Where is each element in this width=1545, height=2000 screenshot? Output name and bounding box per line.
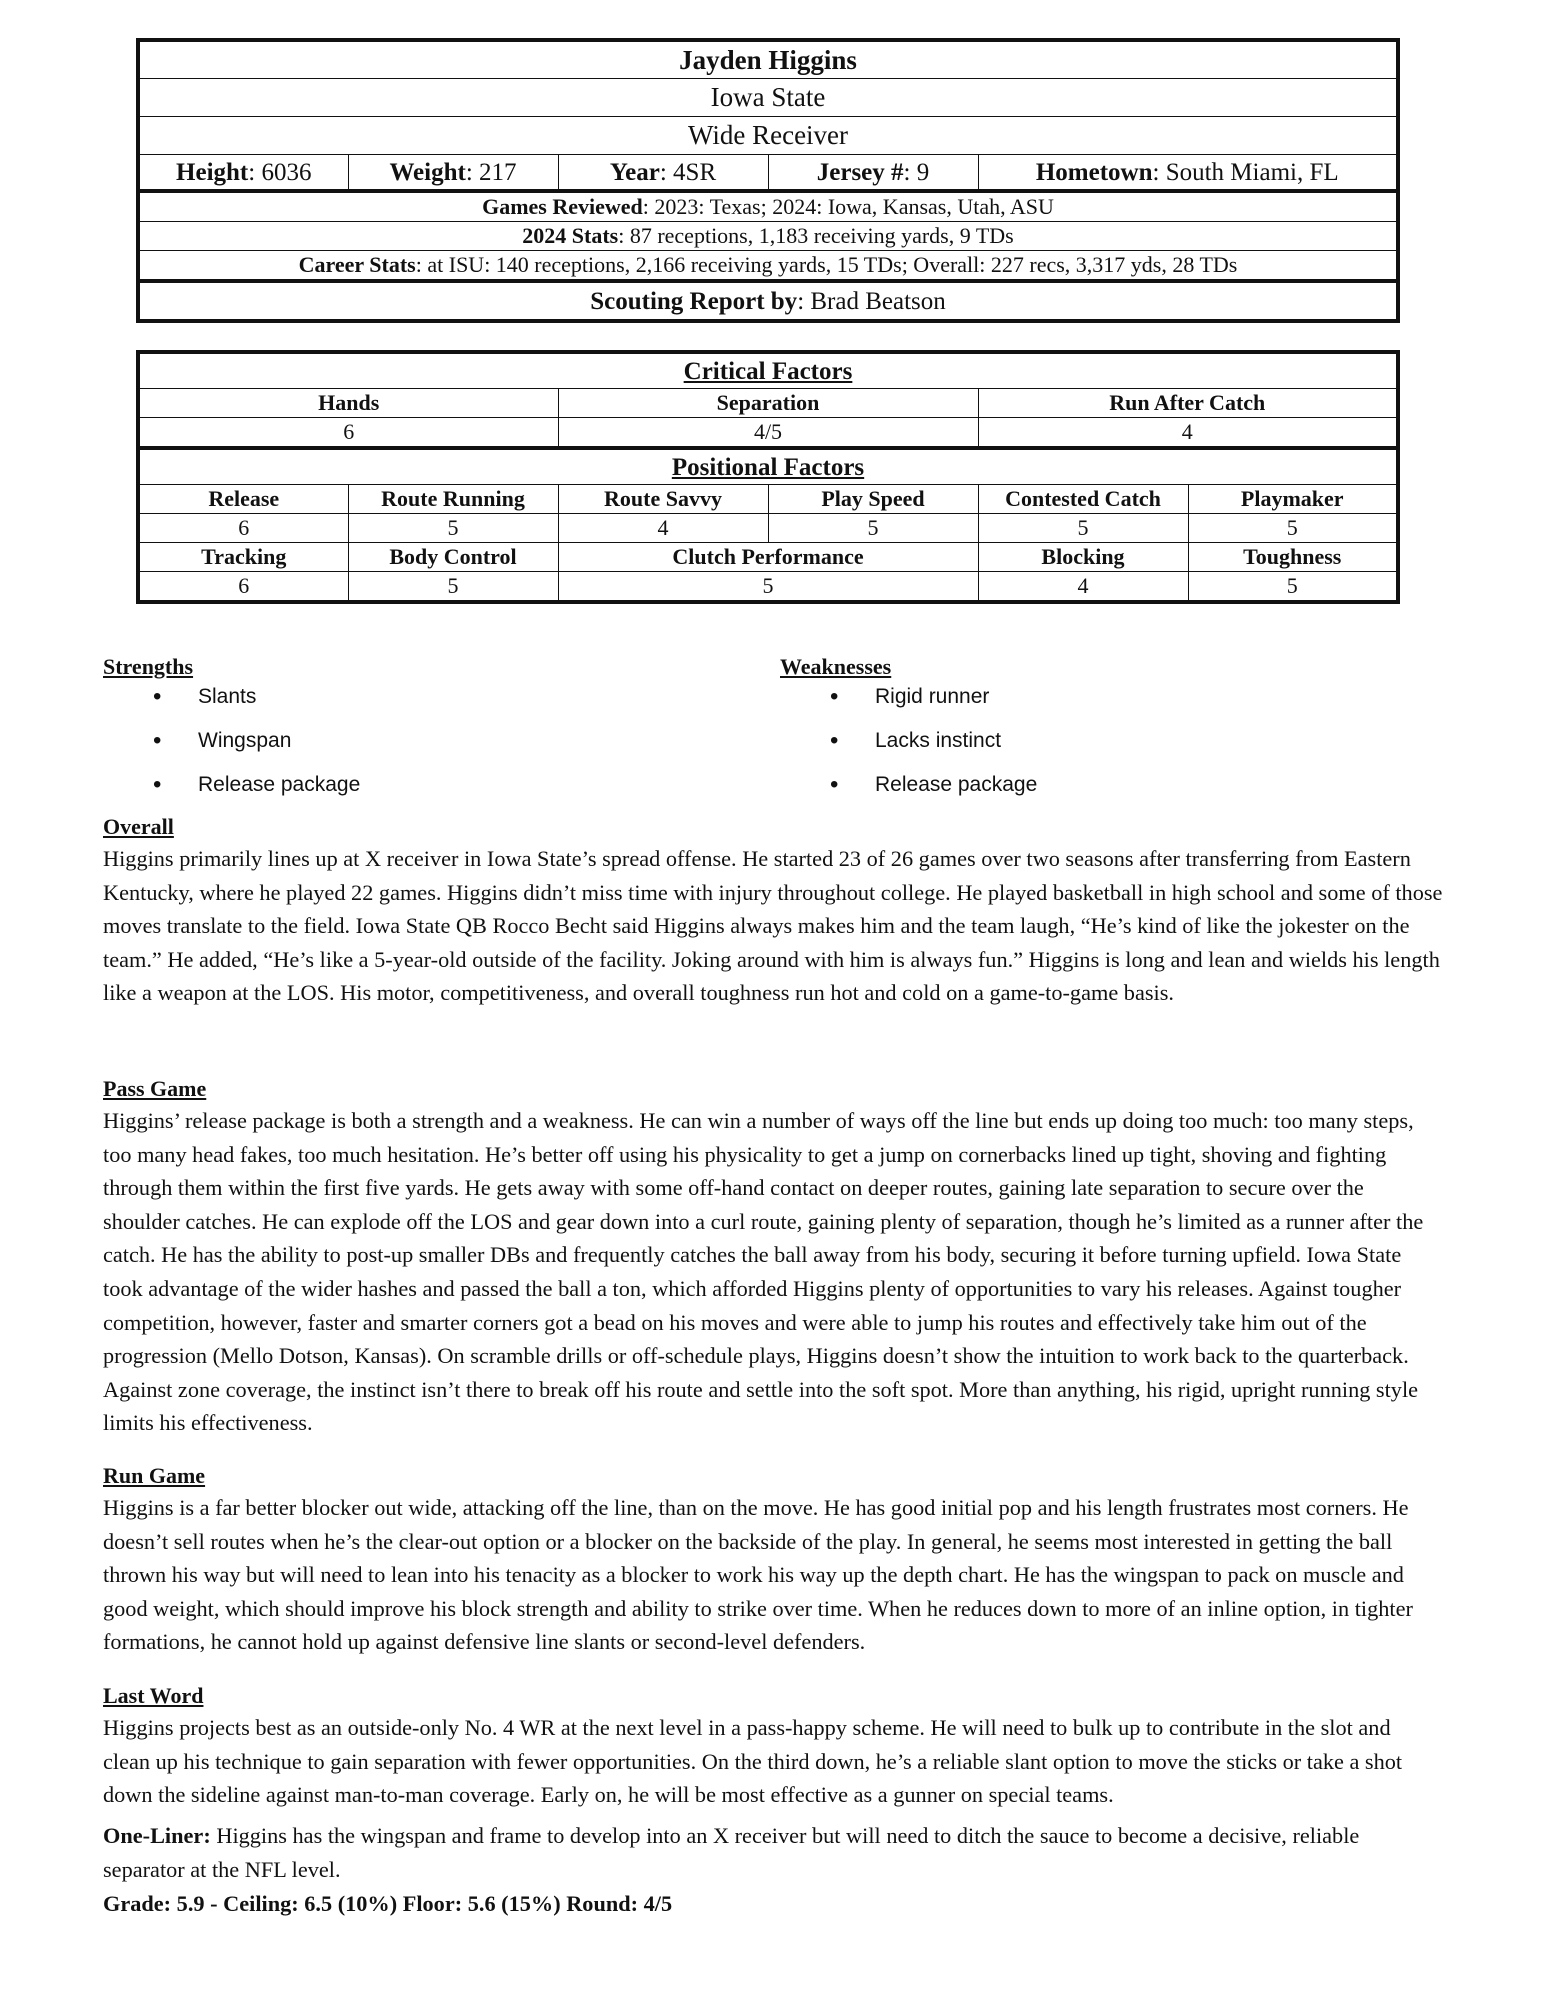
blocking-label: Blocking xyxy=(978,543,1188,572)
grade-line: Grade: 5.9 - Ceiling: 6.5 (10%) Floor: 5.6 (15%) Round: 4/5 xyxy=(103,1891,673,1916)
hands-value: 6 xyxy=(138,418,558,449)
run-game-text: Higgins is a far better blocker out wide, attacking off the line, than on the move. He has good initial pop and his length frustrates most corners. He doesn’t sell routes when he’s the clear-out option or a blocker on the backside of the play. In general, he seems most interested in getting the ball thrown his way but will need to lean into his tenacity as a blocker to work his way up the depth chart. He has the wingspan to pack on muscle and good weight, which should improve his block strength and ability to strike over time. When he reduces down to more of an inline option, in tighter formations, he cannot hold up against defensive line slants or second-level defenders. xyxy=(103,1495,1413,1655)
year-value: : 4SR xyxy=(659,158,717,186)
player-school: Iowa State xyxy=(138,79,1398,117)
bullet-icon: • xyxy=(153,771,162,798)
stats-2024-label: 2024 Stats xyxy=(522,223,619,248)
strength-text: Slants xyxy=(198,685,257,708)
stats-2024 xyxy=(138,222,1398,251)
jersey-value: : 9 xyxy=(903,158,930,186)
hometown-cell xyxy=(978,155,1398,192)
critical-factors-title: Critical Factors xyxy=(138,352,1398,389)
pass-game-section xyxy=(103,1074,1443,1440)
play-speed-label: Play Speed xyxy=(768,485,978,514)
last-word-title: Last Word xyxy=(103,1683,204,1708)
pass-game-title: Pass Game xyxy=(103,1076,207,1101)
run-game-section xyxy=(103,1461,1443,1659)
route-savvy-label: Route Savvy xyxy=(558,485,768,514)
separation-value: 4/5 xyxy=(558,418,978,449)
strength-item xyxy=(103,726,663,770)
weight-label: Weight xyxy=(389,158,466,186)
games-reviewed-value: : 2023: Texas; 2024: Iowa, Kansas, Utah, ASU xyxy=(642,194,1054,219)
play-speed-value: 5 xyxy=(768,514,978,543)
weaknesses-title: Weaknesses xyxy=(780,654,892,679)
playmaker-value: 5 xyxy=(1188,514,1398,543)
body-control-label: Body Control xyxy=(348,543,558,572)
jersey-label: Jersey # xyxy=(816,158,904,186)
weakness-item xyxy=(780,726,1340,770)
release-label: Release xyxy=(138,485,348,514)
overall-title: Overall xyxy=(103,814,174,839)
clutch-performance-value: 5 xyxy=(558,572,978,603)
route-savvy-value: 4 xyxy=(558,514,768,543)
career-stats-value: : at ISU: 140 receptions, 2,166 receiving yards, 15 TDs; Overall: 227 recs, 3,317 yds, 28 TDs xyxy=(415,252,1238,277)
bullet-icon: • xyxy=(830,727,839,754)
last-word-section xyxy=(103,1681,1443,1812)
route-running-label: Route Running xyxy=(348,485,558,514)
strengths-title: Strengths xyxy=(103,654,194,679)
height-cell xyxy=(138,155,348,192)
weakness-text: Release package xyxy=(875,773,1038,796)
overall-section xyxy=(103,812,1443,1010)
weakness-text: Rigid runner xyxy=(875,685,990,708)
route-running-value: 5 xyxy=(348,514,558,543)
weakness-text: Lacks instinct xyxy=(875,729,1002,752)
career-stats xyxy=(138,251,1398,282)
tracking-value: 6 xyxy=(138,572,348,603)
clutch-performance-label: Clutch Performance xyxy=(558,543,978,572)
hands-label: Hands xyxy=(138,389,558,418)
weight-cell xyxy=(348,155,558,192)
weakness-item xyxy=(780,682,1340,726)
run-game-title: Run Game xyxy=(103,1463,206,1488)
release-value: 6 xyxy=(138,514,348,543)
strength-text: Wingspan xyxy=(198,729,292,752)
bullet-icon: • xyxy=(830,683,839,710)
games-reviewed-label: Games Reviewed xyxy=(482,194,643,219)
factors-table xyxy=(136,350,1400,604)
career-stats-label: Career Stats xyxy=(298,252,416,277)
games-reviewed xyxy=(138,191,1398,222)
scouting-report-by xyxy=(138,281,1398,321)
pass-game-text: Higgins’ release package is both a strength and a weakness. He can win a number of ways off the line but ends up doing too much: too many steps, too many head fakes, too much hesitation. He’s better off using his physicality to get a jump on cornerbacks lined up tight, shoving and fighting through them within the first five yards. He gets away with some off-hand contact on deeper routes, gaining late separation to secure over the shoulder catches. He can explode off the LOS and gear down into a curl route, gaining plenty of separation, though he’s limited as a runner after the catch. He has the ability to post-up smaller DBs and frequently catches the ball away from his body, securing it before turning upfield. Iowa State took advantage of the wider hashes and passed the ball a ton, which afforded Higgins plenty of opportunities to vary his releases. Against tougher competition, however, faster and smarter corners got a bead on his moves and were able to jump his routes and effectively take him out of the progression (Mello Dotson, Kansas). On scramble drills or off-schedule plays, Higgins doesn’t show the intuition to work back to the quarterback. Against zone coverage, the instinct isn’t there to break off his route and settle into the soft spot. More than anything, his rigid, upright running style limits his effectiveness. xyxy=(103,1108,1424,1436)
scout-label: Scouting Report by xyxy=(590,287,798,315)
run-after-catch-value: 4 xyxy=(978,418,1398,449)
strength-text: Release package xyxy=(198,773,361,796)
toughness-label: Toughness xyxy=(1188,543,1398,572)
hometown-value: : South Miami, FL xyxy=(1152,158,1339,186)
strengths-section xyxy=(103,652,663,814)
player-name: Jayden Higgins xyxy=(138,40,1398,79)
separation-label: Separation xyxy=(558,389,978,418)
year-label: Year xyxy=(609,158,660,186)
tracking-label: Tracking xyxy=(138,543,348,572)
blocking-value: 4 xyxy=(978,572,1188,603)
body-control-value: 5 xyxy=(348,572,558,603)
strength-item xyxy=(103,770,663,814)
bullet-icon: • xyxy=(830,771,839,798)
year-cell xyxy=(558,155,768,192)
hometown-label: Hometown xyxy=(1035,158,1153,186)
weight-value: : 217 xyxy=(465,158,517,186)
scout-name: : Brad Beatson xyxy=(797,287,946,315)
player-header-table xyxy=(136,38,1400,323)
bullet-icon: • xyxy=(153,683,162,710)
stats-2024-value: : 87 receptions, 1,183 receiving yards, 9 TDs xyxy=(618,223,1014,248)
jersey-cell xyxy=(768,155,978,192)
last-word-text: Higgins projects best as an outside-only No. 4 WR at the next level in a pass-happy scheme. He will need to bulk up to contribute in the slot and clean up his technique to gain separation with fewer opportunities. On the third down, he’s a reliable slant option to move the sticks or take a shot down the sideline against man-to-man coverage. Early on, he will be most effective as a gunner on special teams. xyxy=(103,1715,1403,1808)
weaknesses-section xyxy=(780,652,1340,814)
run-after-catch-label: Run After Catch xyxy=(978,389,1398,418)
playmaker-label: Playmaker xyxy=(1188,485,1398,514)
one-liner-label: One-Liner: xyxy=(103,1823,211,1848)
one-liner xyxy=(103,1819,1443,1886)
weakness-item xyxy=(780,770,1340,814)
strengths-list xyxy=(103,682,663,814)
height-label: Height xyxy=(176,158,249,186)
weaknesses-list xyxy=(780,682,1340,814)
positional-factors-title: Positional Factors xyxy=(138,448,1398,485)
strength-item xyxy=(103,682,663,726)
overall-text: Higgins primarily lines up at X receiver in Iowa State’s spread offense. He started 23 of 26 games over two seasons after transferring from Eastern Kentucky, where he played 22 games. Higgins didn’t miss time with injury throughout college. He played basketball in high school and some of those moves translate to the field. Iowa State QB Rocco Becht said Higgins always makes him and the team laugh, “He’s kind of like the jokester on the team.” He added, “He’s like a 5-year-old outside of the facility. Joking around with him is always fun.” Higgins is long and lean and wields his length like a weapon at the LOS. His motor, competitiveness, and overall toughness run hot and cold on a game-to-game basis. xyxy=(103,846,1443,1006)
one-liner-text: Higgins has the wingspan and frame to develop into an X receiver but will need to ditch the sauce to become a decisive, reliable separator at the NFL level. xyxy=(103,1823,1360,1882)
contested-catch-value: 5 xyxy=(978,514,1188,543)
player-position: Wide Receiver xyxy=(138,117,1398,155)
height-value: : 6036 xyxy=(248,158,312,186)
contested-catch-label: Contested Catch xyxy=(978,485,1188,514)
bullet-icon: • xyxy=(153,727,162,754)
toughness-value: 5 xyxy=(1188,572,1398,603)
